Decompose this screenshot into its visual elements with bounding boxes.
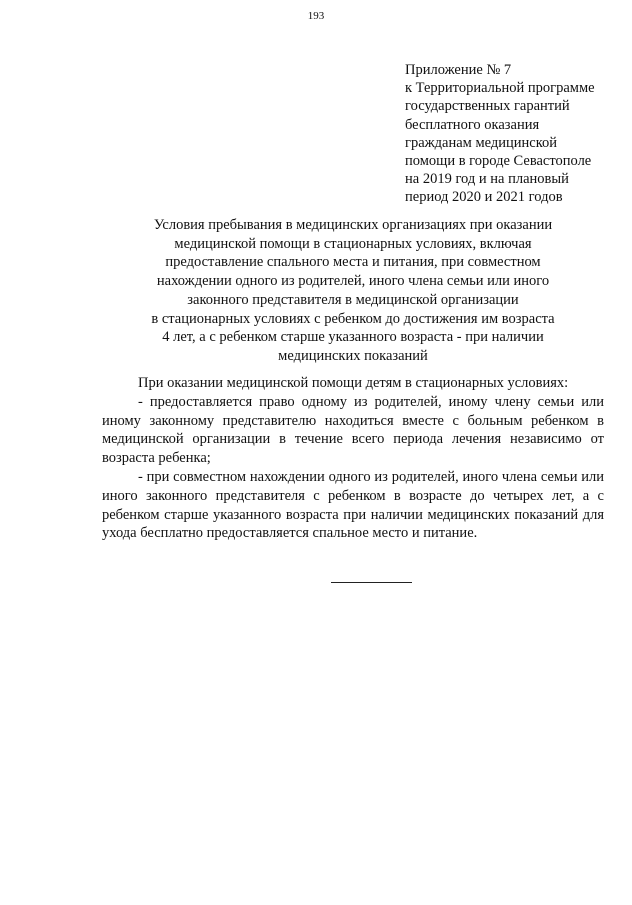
document-body	[102, 374, 604, 543]
appendix-line: бесплатного оказания	[405, 116, 540, 133]
appendix-line: период 2020 и 2021 годов	[405, 189, 563, 206]
appendix-line: Приложение № 7	[405, 62, 512, 78]
list-item-paragraph: - предоставляется право одному из родителей, иному члену семьи или иному законному представителю находиться вместе с больным ребенком в медицинской организации в течение всего периода лечения независимо от возраста ребенка;	[102, 393, 604, 467]
list-item-paragraph: - при совместном нахождении одного из родителей, иного члена семьи или иного законного представителя с ребенком в возрасте до четырех лет, а с ребенком старше указанного возраста при наличии медицинских показаний для ухода бесплатно предоставляется спальное место и питание.	[102, 468, 604, 542]
intro-paragraph: При оказании медицинской помощи детям в стационарных условиях:	[138, 375, 569, 391]
title-line: в стационарных условиях с ребенком до достижения им возраста	[151, 310, 555, 327]
title-line: нахождении одного из родителей, иного члена семьи или иного	[156, 273, 550, 290]
title-line: 4 лет, а с ребенком старше указанного возраста - при наличии	[162, 329, 544, 346]
appendix-line: помощи в городе Севастополе	[405, 153, 592, 170]
end-divider	[331, 582, 412, 583]
appendix-header	[405, 61, 625, 207]
title-line: медицинских показаний	[278, 347, 428, 364]
page-number: 193	[307, 10, 325, 22]
document-title	[100, 216, 606, 366]
title-line: Условия пребывания в медицинских организациях при оказании	[153, 217, 553, 233]
appendix-line: на 2019 год и на плановый	[405, 171, 569, 188]
appendix-line: гражданам медицинской	[405, 134, 558, 151]
appendix-line: к Территориальной программе	[405, 80, 595, 97]
title-line: законного представителя в медицинской организации	[187, 291, 519, 308]
appendix-line: государственных гарантий	[405, 98, 570, 115]
title-line: предоставление спального места и питания, при совместном	[165, 254, 541, 271]
title-line: медицинской помощи в стационарных условиях, включая	[174, 235, 532, 252]
